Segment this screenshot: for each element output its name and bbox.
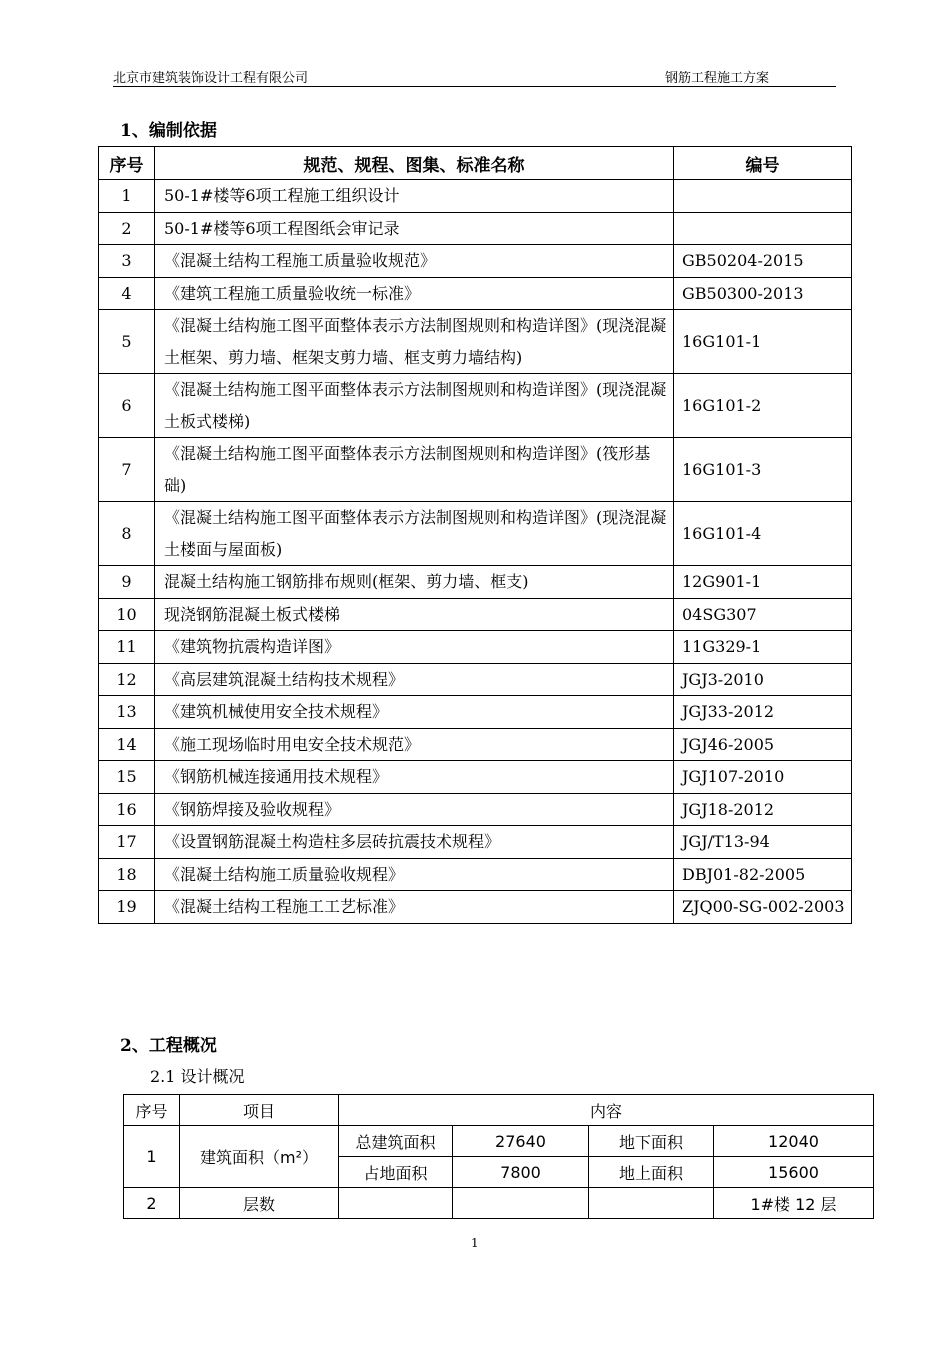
table-row <box>124 1126 874 1157</box>
standard-name: 《混凝土结构施工图平面整体表示方法制图规则和构造详图》(现浇混凝土框架、剪力墙、框架支剪力墙、框支剪力墙结构) <box>155 310 674 374</box>
row-number: 10 <box>99 598 155 631</box>
row-number: 8 <box>99 502 155 566</box>
row-number: 9 <box>99 566 155 599</box>
design-overview-table <box>123 1094 874 1219</box>
row-number: 5 <box>99 310 155 374</box>
table-header-row <box>124 1095 874 1126</box>
standard-code: JGJ107-2010 <box>674 761 852 794</box>
row-no: 2 <box>124 1188 180 1219</box>
standard-name: 《混凝土结构工程施工工艺标准》 <box>155 891 674 924</box>
row-number: 7 <box>99 438 155 502</box>
standard-code <box>674 212 852 245</box>
row-number: 13 <box>99 696 155 729</box>
standard-code: ZJQ00-SG-002-2003 <box>674 891 852 924</box>
table-row <box>99 793 852 826</box>
row-number: 4 <box>99 277 155 310</box>
row-number: 1 <box>99 180 155 213</box>
standard-name: 《混凝土结构工程施工质量验收规范》 <box>155 245 674 278</box>
standard-code <box>674 180 852 213</box>
row-number: 2 <box>99 212 155 245</box>
row-item: 层数 <box>180 1188 339 1219</box>
cell-value: 7800 <box>453 1157 589 1188</box>
table-row <box>99 891 852 924</box>
cell-label: 地下面积 <box>589 1126 714 1157</box>
table-row <box>99 663 852 696</box>
column-header-item: 项目 <box>180 1095 339 1126</box>
cell-empty <box>589 1188 714 1219</box>
standard-name: 《施工现场临时用电安全技术规范》 <box>155 728 674 761</box>
standard-name: 《建筑机械使用安全技术规程》 <box>155 696 674 729</box>
row-no: 1 <box>124 1126 180 1188</box>
table-row <box>99 858 852 891</box>
standard-code: 16G101-3 <box>674 438 852 502</box>
standard-name: 《建筑工程施工质量验收统一标准》 <box>155 277 674 310</box>
standard-name: 50-1#楼等6项工程图纸会审记录 <box>155 212 674 245</box>
column-header-code: 编号 <box>674 147 852 180</box>
section1-title: 1、编制依据 <box>120 121 217 141</box>
standard-code: JGJ33-2012 <box>674 696 852 729</box>
row-number: 11 <box>99 631 155 664</box>
cell-value: 15600 <box>714 1157 874 1188</box>
table-row <box>99 374 852 438</box>
standard-name: 《混凝土结构施工质量验收规程》 <box>155 858 674 891</box>
standard-name: 混凝土结构施工钢筋排布规则(框架、剪力墙、框支) <box>155 566 674 599</box>
standard-code: JGJ18-2012 <box>674 793 852 826</box>
standard-name: 《设置钢筋混凝土构造柱多层砖抗震技术规程》 <box>155 826 674 859</box>
standard-name: 《建筑物抗震构造详图》 <box>155 631 674 664</box>
standard-code: 11G329-1 <box>674 631 852 664</box>
standard-name: 50-1#楼等6项工程施工组织设计 <box>155 180 674 213</box>
row-number: 6 <box>99 374 155 438</box>
table-row <box>99 598 852 631</box>
standard-code: 12G901-1 <box>674 566 852 599</box>
row-number: 18 <box>99 858 155 891</box>
section2-title: 2、工程概况 <box>120 1036 217 1056</box>
standard-name: 《混凝土结构施工图平面整体表示方法制图规则和构造详图》(筏形基础) <box>155 438 674 502</box>
table-row <box>99 826 852 859</box>
reference-table <box>98 146 852 924</box>
table-row <box>99 631 852 664</box>
cell-label: 总建筑面积 <box>339 1126 453 1157</box>
column-header-no: 序号 <box>124 1095 180 1126</box>
header-company: 北京市建筑装饰设计工程有限公司 <box>113 71 309 86</box>
standard-code: 16G101-4 <box>674 502 852 566</box>
row-number: 12 <box>99 663 155 696</box>
table-row <box>99 566 852 599</box>
section2-subtitle: 2.1 设计概况 <box>150 1067 245 1086</box>
standard-name: 现浇钢筋混凝土板式楼梯 <box>155 598 674 631</box>
standard-name: 《钢筋焊接及验收规程》 <box>155 793 674 826</box>
column-header-name: 规范、规程、图集、标准名称 <box>155 147 674 180</box>
table-row <box>99 212 852 245</box>
row-number: 3 <box>99 245 155 278</box>
cell-label: 地上面积 <box>589 1157 714 1188</box>
table-row <box>99 310 852 374</box>
cell-value: 27640 <box>453 1126 589 1157</box>
header-doc-title: 钢筋工程施工方案 <box>665 71 770 86</box>
standard-name: 《钢筋机械连接通用技术规程》 <box>155 761 674 794</box>
header-divider <box>113 86 836 87</box>
standard-code: JGJ3-2010 <box>674 663 852 696</box>
table-header-row <box>99 147 852 180</box>
column-header-content: 内容 <box>339 1095 874 1126</box>
row-number: 17 <box>99 826 155 859</box>
table-row <box>99 245 852 278</box>
standard-code: GB50204-2015 <box>674 245 852 278</box>
table-row <box>99 761 852 794</box>
row-number: 19 <box>99 891 155 924</box>
row-number: 14 <box>99 728 155 761</box>
standard-code: JGJ46-2005 <box>674 728 852 761</box>
standard-code: 04SG307 <box>674 598 852 631</box>
standard-name: 《混凝土结构施工图平面整体表示方法制图规则和构造详图》(现浇混凝土楼面与屋面板) <box>155 502 674 566</box>
row-number: 16 <box>99 793 155 826</box>
standard-code: DBJ01-82-2005 <box>674 858 852 891</box>
column-header-no: 序号 <box>99 147 155 180</box>
cell-empty <box>453 1188 589 1219</box>
standard-name: 《混凝土结构施工图平面整体表示方法制图规则和构造详图》(现浇混凝土板式楼梯) <box>155 374 674 438</box>
table-row <box>99 277 852 310</box>
standard-code: 16G101-1 <box>674 310 852 374</box>
table-row <box>99 728 852 761</box>
table-row <box>124 1188 874 1219</box>
cell-label: 占地面积 <box>339 1157 453 1188</box>
table-row <box>99 180 852 213</box>
standard-name: 《高层建筑混凝土结构技术规程》 <box>155 663 674 696</box>
cell-value: 1#楼 12 层 <box>714 1188 874 1219</box>
table-row <box>99 438 852 502</box>
page-number: 1 <box>471 1236 479 1250</box>
row-number: 15 <box>99 761 155 794</box>
cell-value: 12040 <box>714 1126 874 1157</box>
row-item: 建筑面积（m²） <box>180 1126 339 1188</box>
cell-empty <box>339 1188 453 1219</box>
standard-code: GB50300-2013 <box>674 277 852 310</box>
table-row <box>99 696 852 729</box>
standard-code: JGJ/T13-94 <box>674 826 852 859</box>
table-row <box>99 502 852 566</box>
standard-code: 16G101-2 <box>674 374 852 438</box>
